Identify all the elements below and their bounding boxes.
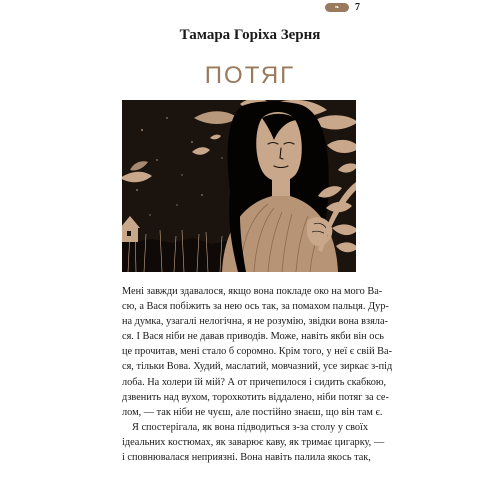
text-line: лоба. На холери їй мій? А от причепилося і сидить скабкою, [122, 376, 387, 388]
text-line: це прочитав, мені стало б соромно. Крім того, у неї є свій Ва- [122, 346, 393, 358]
text-line: Я спостерігала, як вона підводиться з-за столу у своїх [132, 421, 369, 433]
illustration-art [122, 100, 356, 272]
illustration [122, 100, 356, 272]
story-title: ПОТЯГ [204, 62, 296, 89]
text-line: ся. І Вася ніби не давав приводів. Може, навіть якби він ось [122, 331, 384, 343]
text-line: сю, а Вася побіжить за нею ось так, за помахом пальця. Дур- [122, 301, 389, 313]
text-line: ідеальних костюмах, як заварює каву, як тримає цигарку, — [122, 436, 385, 448]
page-header [325, 2, 360, 13]
text-line: і сповнювалася неприязні. Вона навіть палила якось так, [122, 452, 371, 464]
text-line: лом, — так ніби не чуєш, але постійно знаєш, що він там є. [122, 406, 383, 418]
text-line: ся, тільки Вова. Худий, маслатий, мовчазний, усе зиркає з-під [122, 361, 393, 373]
text-line: на думка, узагалі нелогічна, я не розумію, звідки вона взяла- [122, 316, 388, 328]
header-ornament-icon: ❧ [325, 3, 349, 12]
text-line: дзвенить над вухом, торохкотить віддалено, ніби потяг за се- [122, 391, 389, 403]
body-text [122, 284, 393, 465]
author-name: Тамара Горіха Зерня [179, 27, 321, 43]
text-line: Мені завжди здавалося, якщо вона покладе око на мого Ва- [122, 286, 383, 297]
page-number: 7 [355, 2, 360, 13]
